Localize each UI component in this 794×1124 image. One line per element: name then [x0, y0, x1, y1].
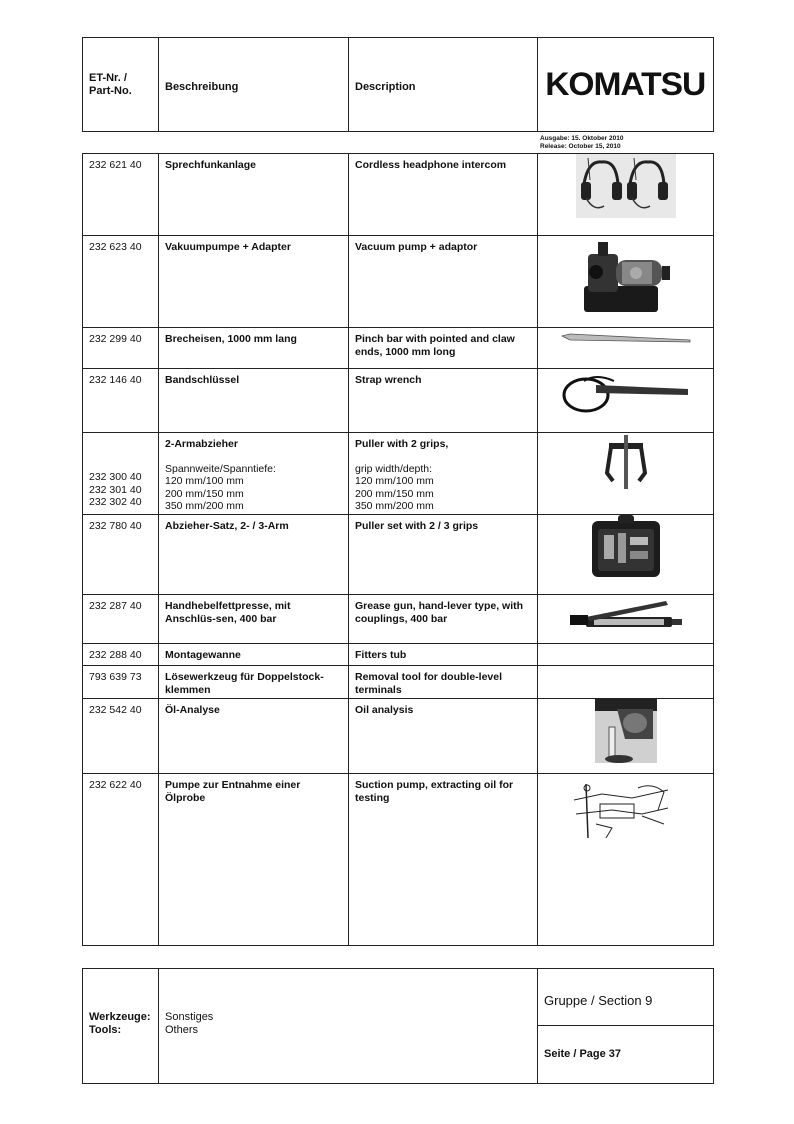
part-number: 232 622 40	[89, 779, 142, 791]
header-description: Description	[349, 38, 538, 132]
description-text: Cordless headphone intercom	[355, 159, 507, 171]
part-number: 232 288 40	[89, 649, 142, 661]
table-row	[83, 328, 714, 369]
description-text: Fitters tub	[355, 649, 407, 661]
part-number: 232 299 40	[89, 333, 142, 345]
description-text: Removal tool for double-level terminals	[355, 671, 503, 696]
tools-label-de: Werkzeuge:	[89, 1011, 151, 1023]
vacuum-pump-photo	[538, 236, 713, 318]
part-number: 232 621 40	[89, 159, 142, 171]
suction-pump-drawing	[538, 774, 713, 846]
beschreibung-text: Lösewerkzeug für Doppelstock-klemmen	[165, 671, 324, 696]
strap-wrench-photo	[538, 369, 713, 419]
pinch-bar-photo	[538, 328, 713, 348]
table-row	[83, 774, 714, 946]
header-beschreibung: Beschreibung	[159, 38, 349, 132]
tools-value-en: Others	[165, 1023, 199, 1036]
komatsu-logo: KOMATSU	[545, 66, 706, 103]
description-text: Grease gun, hand-lever type, with couplings, 400 bar	[355, 600, 524, 625]
beschreibung-text: Montagewanne	[165, 649, 241, 661]
beschreibung-text: Handhebelfettpresse, mit Anschlüs-sen, 400 bar	[165, 600, 291, 625]
beschreibung-spec: Spannweite/Spanntiefe: 120 mm/100 mm 200 mm/150 mm 350 mm/200 mm	[165, 462, 276, 512]
beschreibung-text: 2-Armabzieher	[165, 438, 238, 450]
description-spec: grip width/depth: 120 mm/100 mm 200 mm/150 mm 350 mm/200 mm	[355, 462, 434, 512]
logo-cell	[538, 38, 714, 132]
table-row	[83, 666, 714, 699]
oil-analysis-photo	[538, 699, 713, 763]
footer-table	[82, 968, 714, 1084]
header-part-no: ET-Nr. / Part-No.	[83, 38, 159, 132]
part-number: 232 146 40	[89, 374, 142, 386]
part-number: 232 542 40	[89, 704, 142, 716]
table-row	[83, 369, 714, 433]
parts-table	[82, 153, 714, 946]
table-row	[83, 154, 714, 236]
description-text: Puller with 2 grips,	[355, 438, 449, 450]
tools-value-de: Sonstiges	[165, 1011, 214, 1023]
part-number: 232 780 40	[89, 520, 142, 532]
beschreibung-text: Vakuumpumpe + Adapter	[165, 241, 291, 253]
beschreibung-text: Brecheisen, 1000 mm lang	[165, 333, 297, 345]
beschreibung-text: Bandschlüssel	[165, 374, 240, 386]
headphone-intercom-photo	[538, 154, 713, 218]
table-row	[83, 236, 714, 328]
issue-date	[540, 135, 623, 150]
table-row	[83, 433, 714, 515]
beschreibung-text: Pumpe zur Entnahme einer Ölprobe	[165, 779, 301, 804]
description-text: Oil analysis	[355, 704, 414, 716]
table-row	[83, 595, 714, 644]
header-table	[82, 37, 714, 132]
description-text: Pinch bar with pointed and claw ends, 1000 mm long	[355, 333, 515, 358]
table-row	[83, 699, 714, 774]
description-text: Strap wrench	[355, 374, 422, 386]
release-text: Release: October 15, 2010	[540, 142, 621, 150]
table-row	[83, 515, 714, 595]
description-text: Vacuum pump + adaptor	[355, 241, 478, 253]
part-number: 232 623 40	[89, 241, 142, 253]
section-label: Gruppe / Section 9	[544, 992, 653, 1008]
description-text: Suction pump, extracting oil for testing	[355, 779, 514, 804]
beschreibung-text: Abzieher-Satz, 2- / 3-Arm	[165, 520, 289, 532]
puller-photo	[538, 433, 713, 493]
description-text: Puller set with 2 / 3 grips	[355, 520, 479, 532]
ausgabe-text: Ausgabe: 15. Oktober 2010	[540, 135, 624, 142]
puller-set-photo	[538, 515, 713, 581]
page-label: Seite / Page 37	[544, 1048, 622, 1061]
beschreibung-text: Öl-Analyse	[165, 704, 220, 716]
beschreibung-text: Sprechfunkanlage	[165, 159, 257, 171]
table-row	[83, 644, 714, 666]
part-number: 232 287 40	[89, 600, 142, 612]
grease-gun-photo	[538, 595, 713, 635]
part-number: 793 639 73	[89, 671, 142, 683]
tools-label-en: Tools:	[89, 1023, 122, 1036]
part-number: 232 300 40 232 301 40 232 302 40	[89, 471, 142, 508]
